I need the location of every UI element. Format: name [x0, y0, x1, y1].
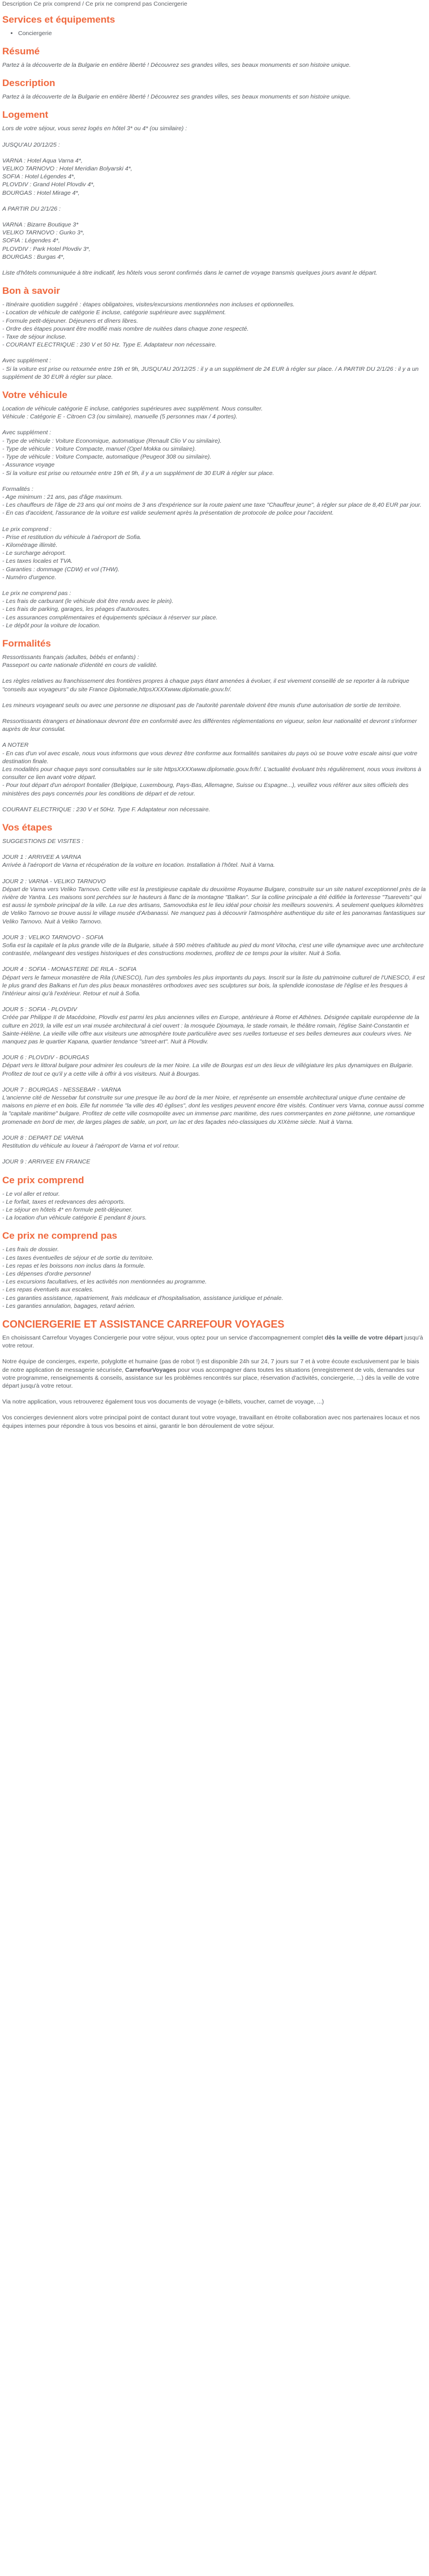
bon-list: - Itinéraire quotidien suggéré : étapes obligatoires, visites/excursions mentionnées non incluses et optionnelles. - Location de véhicule de catégorie E incluse, catégorie supérieure avec supplément. - Formule petit-déjeuner. Déjeuners et dîners libres. - Ordre des étapes pouvant être modifié mais nombre de nuitées dans chaque zone respecté. - Taxe de séjour incluse. - COURANT ELECTRIQUE : 230 V et 50 Hz. Type E. Adaptateur non nécessaire.	[2, 301, 295, 349]
section-title-formalites: Formalités	[2, 637, 51, 649]
conciergerie-p2-c: pour vous accompagner dans toutes les situations (enregistrement de vols, demandes sur votre programme, renseignements & conseils, assistance sur les problèmes rencontrés sur place, réservation d'activités, conciergerie, ...) dès la veille de votre départ jusqu'à votre retour.	[2, 1366, 421, 1389]
conciergerie-p3: Via notre application, vous retrouverez également tous vos documents de voyage (e-billets, voucher, carnet de voyage, ...)	[2, 1398, 324, 1406]
section-conciergerie	[2, 1318, 427, 1430]
vehicule-ne-comprend: Le prix ne comprend pas : - Les frais de carburant (le véhicule doit être rendu avec le plein). - Les frais de parking, garages, les péages d'autoroutes. - Les assurances complémentaires et équipements spéciaux à réserver sur place. - Le dépôt pour la voiture de location.	[2, 589, 218, 629]
formalites-p1: Ressortissants français (adultes, bébés et enfants) : Passeport ou carte nationale d'identité en cours de validité.	[2, 653, 158, 669]
etape-jour-7: JOUR 7 : BOURGAS - NESSEBAR - VARNA L'ancienne cité de Nessebar fut construite sur une presque île au bord de la mer Noire, et représente un ensemble architectural unique d'une centaine de maisons en pierre et en bois. Elle fut nommée "la ville des 40 églises", dont les vestiges peuvent encore être visités. Continuer vers Varna, connue aussi comme la "capitale maritime" bulgare. Profitez de cette ville cosmopolite avec un immense parc maritime, des rues commerçantes en zone piétonne, une romantique promenade en bord de mer, de larges plages de sable, un port, un lac et des façades néo-classiques du XIXème siècle. Nuit à Varna.	[2, 1086, 424, 1126]
formalites-p4: Ressortissants étrangers et binationaux devront être en conformité avec les différentes réglementations en vigueur, selon leur nationalité et devront s'informer auprès de leur consulat.	[2, 717, 419, 733]
prix-comprend-list: - Le vol aller et retour. - Le forfait, taxes et redevances des aéroports. - Le séjour en hôtels 4* en formule petit-déjeuner. - La location d'un véhicule catégorie E pendant 8 jours.	[2, 1190, 147, 1222]
vehicule-comprend: Le prix comprend : - Prise et restitution du véhicule à l'aéroport de Sofia. - Kilométrage illimité. - Le surcharge aéroport. - Les taxes locales et TVA. - Garanties : dommage (CDW) et vol (THW). - Numéro d'urgence.	[2, 525, 141, 581]
section-prix-comprend	[2, 1174, 427, 1222]
etapes-intro: SUGGESTIONS DE VISITES :	[2, 838, 84, 845]
section-title-etapes: Vos étapes	[2, 822, 53, 833]
etape-jour-3: JOUR 3 : VELIKO TARNOVO - SOFIA Sofia est la capitale et la plus grande ville de la Bulgarie, située à 590 mètres d'altitude au pied du mont Vitocha, c'est une ville dynamique avec une architecture contrastée, mélangeant des vestiges historiques et des constructions modernes, profitez de ce temps pour la visiter. Nuit à Sofia.	[2, 934, 424, 957]
conciergerie-p1-c: jusqu'à votre retour.	[2, 1334, 425, 1350]
section-vehicule	[2, 389, 427, 630]
section-title-prix-ne-comprend: Ce prix ne comprend pas	[2, 1230, 118, 1242]
services-list	[2, 29, 427, 37]
logement-hotels-2: VARNA : Bizarre Boutique 3* VELIKO TARNOVO : Gurko 3*, SOFIA : Légendes 4*, PLOVDIV : Park Hotel Plovdiv 3*, BOURGAS : Burgas 4*,	[2, 221, 91, 260]
etape-jour-8: JOUR 8 : DEPART DE VARNA Restitution du véhicule au loueur à l'aéroport de Varna et vol retour.	[2, 1134, 180, 1150]
etape-jour-4: JOUR 4 : SOFIA - MONASTERE DE RILA - SOFIA Départ vers le fameux monastère de Rila (UNESCO), l'un des symboles les plus importants du pays. Inscrit sur la liste du patrimoine culturel de l'UNESCO, il est le plus grand des Balkans et l'un des plus beaux monastères orthodoxes avec ses sculptures sur bois, la splendide iconostase de l'église et les fresques à l'intérieur ainsi qu'à l'extérieur. Retour et nuit à Sofia.	[2, 966, 425, 998]
list-item: • Conciergerie	[18, 29, 427, 37]
section-title-bon-a-savoir: Bon à savoir	[2, 285, 61, 297]
section-title-prix-comprend: Ce prix comprend	[2, 1174, 84, 1186]
section-resume	[2, 45, 427, 69]
conciergerie-app-name: CarrefourVoyages	[125, 1366, 177, 1373]
section-etapes	[2, 821, 427, 1166]
etape-jour-6: JOUR 6 : PLOVDIV - BOURGAS Départ vers le littoral bulgare pour admirer les couleurs de la mer Noire. La ville de Bourgas est un des lieux de villégiature les plus dynamiques en Bulgarie. Profitez de tout ce qu'il y a cette ville à offrir à vos visiteurs. Nuit à Bourgas.	[2, 1054, 414, 1077]
formalites-p3: Les mineurs voyageant seuls ou avec une personne ne disposant pas de l'autorité parentale doivent être munis d'une autorisation de sortie de territoire.	[2, 701, 402, 709]
bon-supplement: Avec supplément : - Si la voiture est prise ou retournée entre 19h et 9h, JUSQU'AU 20/12/25 : il y a un supplément de 24 EUR à régler sur place. / A PARTIR DU 2/1/26 : il y a un supplément de 30 EUR à régler sur place.	[2, 357, 419, 380]
logement-intro: Lors de votre séjour, vous serez logés en hôtel 3* ou 4* (ou similaire) :	[2, 125, 187, 132]
section-title-conciergerie: CONCIERGERIE ET ASSISTANCE CARREFOUR VOYAGES	[2, 1318, 285, 1330]
etape-jour-5: JOUR 5 : SOFIA - PLOVDIV Créée par Philippe II de Macédoine, Plovdiv est parmi les plus anciennes villes en Europe, antérieure à Rome et Athènes. Désignée capitale européenne de la culture en 2019, la ville est un vrai musée architectural à ciel ouvert : la mosquée Djoumaya, le stade romain, le théâtre romain, l'église Saint-Constantin et Sainte-Hélène. La vieille ville offre aux visiteurs une atmosphère toute particulière avec ses ruelles tortueuse et ses belles demeures aux couleurs vives. Ne manquez pas le quartier Kapana, quartier tendance "street-art". Nuit à Plovdiv.	[2, 1006, 419, 1046]
etape-jour-9: JOUR 9 : ARRIVEE EN FRANCE	[2, 1158, 91, 1166]
section-logement	[2, 109, 427, 277]
logement-hotels-1: VARNA : Hotel Aqua Varna 4*, VELIKO TARNOVO : Hotel Meridian Bolyarski 4*, SOFIA : Hotel Légendes 4*, PLOVDIV : Grand Hotel Plovdiv 4*, BOURGAS : Hotel Mirage 4*,	[2, 157, 132, 196]
section-title-resume: Résumé	[2, 46, 40, 57]
conciergerie-p1-a: En choisissant Carrefour Voyages Conciergerie pour votre séjour, vous optez pour un service d'accompagnement complet	[2, 1334, 325, 1341]
conciergerie-p2-a: Notre équipe de concierges, experte, polyglotte et humaine (pas de robot !) est disponible 24h sur 24, 7 jours sur 7 et à votre écoute exclusivement par le biais de notre application de messagerie sécurisée,	[2, 1358, 421, 1373]
section-prix-ne-comprend	[2, 1230, 427, 1310]
etape-jour-1: JOUR 1 : ARRIVEE A VARNA Arrivée à l'aéroport de Varna et récupération de la voiture en location. Installation à l'hôtel. Nuit à Varna.	[2, 854, 275, 869]
description-tabs: Description Ce prix comprend / Ce prix ne comprend pas Conciergerie	[2, 1, 187, 7]
section-title-services: Services et équipements	[2, 14, 115, 25]
resume-text: Partez à la découverte de la Bulgarie en entière liberté ! Découvrez ses grandes villes, ses beaux monuments et son histoire unique.	[2, 62, 351, 69]
description-text: Partez à la découverte de la Bulgarie en entière liberté ! Découvrez ses grandes villes, ses beaux monuments et son histoire unique.	[2, 93, 351, 101]
section-title-logement: Logement	[2, 109, 49, 121]
logement-period-1: JUSQU'AU 20/12/25 :	[2, 141, 60, 148]
section-title-vehicule: Votre véhicule	[2, 390, 67, 401]
formalites-p5: A NOTER - En cas d'un vol avec escale, nous vous informons que vous devrez être conforme aux formalités sanitaires du pays où se trouve votre escale ainsi que votre destination finale. Les modalités pour chaque pays sont consultables sur le site httpsXXXXwww.diplomatie.gouv.fr/fr/. L'actualité évoluant très régulièrement, nous vous invitons à consulter ce lien avant votre départ. - Pour tout départ d'un aéroport frontalier (Belgique, Luxembourg, Pays-Bas, Allemagne, Suisse ou Espagne...), veuillez vous référer aux sites officiels des ministères des pays concernés pour les conditions de départ et de retour.	[2, 742, 422, 797]
formalites-p6: COURANT ELECTRIQUE : 230 V et 50Hz. Type F. Adaptateur non nécessaire.	[2, 806, 211, 813]
vehicule-supplement: Avec supplément : - Type de véhicule : Voiture Economique, automatique (Renault Clio V ou similaire). - Type de véhicule : Voiture Compacte, manuel (Opel Mokka ou similaire). - Type de véhicule : Voiture Compacte, automatique (Peugeot 308 ou similaire). - Assurance voyage - Si la voiture est prise ou retournée entre 19h et 9h, il y a un supplément de 30 EUR à régler sur place.	[2, 429, 274, 477]
formalites-p2: Les règles relatives au franchissement des frontières propres à chaque pays étant amenées à évoluer, il est vivement conseillé de se reporter à la rubrique "conseils aux voyageurs" du site France Diplomatie,httpsXXXXwww.diplomatie.gouv.fr/.	[2, 678, 411, 693]
section-title-description: Description	[2, 78, 55, 89]
section-bon-a-savoir	[2, 285, 427, 381]
etape-jour-2: JOUR 2 : VARNA - VELIKO TARNOVO Départ de Varna vers Veliko Tarnovo. Cette ville est la prestigieuse capitale du deuxième Royaume Bulgare, construite sur un site naturel exceptionnel près de la rivière de Yantra. Les maisons sont perchées sur le hauteurs à flanc de la montagne "Balkan". Sur la colline principale a été édifiée la forteresse "Tsarevets" qui est aussi le symbole principal de la ville. La rue des artisans, Samovodska est le lieu idéal pour choisir les meilleurs souvenirs. À seulement quelques kilomètres de Veliko Tarnovo se trouve aussi le village musée d'Arbanassi. Ne manquez pas à découvrir l'atmosphère authentique du site et les panoramas fantastiques sur Veliko Tarnovo. Nuit à Veliko Tarnovo.	[2, 878, 426, 925]
prix-ne-comprend-list: - Les frais de dossier. - Les taxes éventuelles de séjour et de sortie du territoire. - Les repas et les boissons non inclus dans la formule. - Les dépenses d'ordre personnel - Les excursions facultatives, et les activités non mentionnées au programme. - Les repas éventuels aux escales. - Les garanties assistance, rapatriement, frais médicaux et d'hospitalisation, assistance juridique et pénale. - Les garanties annulation, bagages, retard aérien.	[2, 1246, 284, 1310]
conciergerie-p4: Vos concierges deviennent alors votre principal point de contact durant tout votre voyage, travaillant en étroite collaboration avec nos partenaires locaux et nos équipes internes pour répondre à tous vos besoins et ainsi, garantir le bon déroulement de votre séjour.	[2, 1414, 422, 1430]
section-description	[2, 77, 427, 101]
section-formalites	[2, 637, 427, 814]
vehicule-intro: Location de véhicule catégorie E incluse, catégories supérieures avec supplément. Nous consulter. Véhicule : Catégorie E - Citroen C3 (ou similaire), manuelle (5 personnes max / 4 portes).	[2, 405, 263, 421]
conciergerie-p2	[2, 1358, 427, 1390]
conciergerie-p1-bold: dès la veille de votre départ	[324, 1334, 403, 1341]
conciergerie-p1	[2, 1334, 427, 1350]
section-services	[2, 14, 427, 37]
vehicule-formalites: Formalités : - Age minimum : 21 ans, pas d'âge maximum. - Les chauffeurs de l'âge de 23 ans qui ont moins de 3 ans d'expérience sur la route paient une taxe "Chauffeur jeune", à régler sur place de 8,40 EUR par jour. - En cas d'accident, l'assurance de la voiture est valide seulement après la présentation de protocole de police pour l'accident.	[2, 485, 422, 517]
logement-period-2: A PARTIR DU 2/1/26 :	[2, 205, 61, 212]
logement-note: Liste d'hôtels communiquée à titre indicatif, les hôtels vous seront confirmés dans le carnet de voyage transmis quelques jours avant le départ.	[2, 269, 377, 277]
